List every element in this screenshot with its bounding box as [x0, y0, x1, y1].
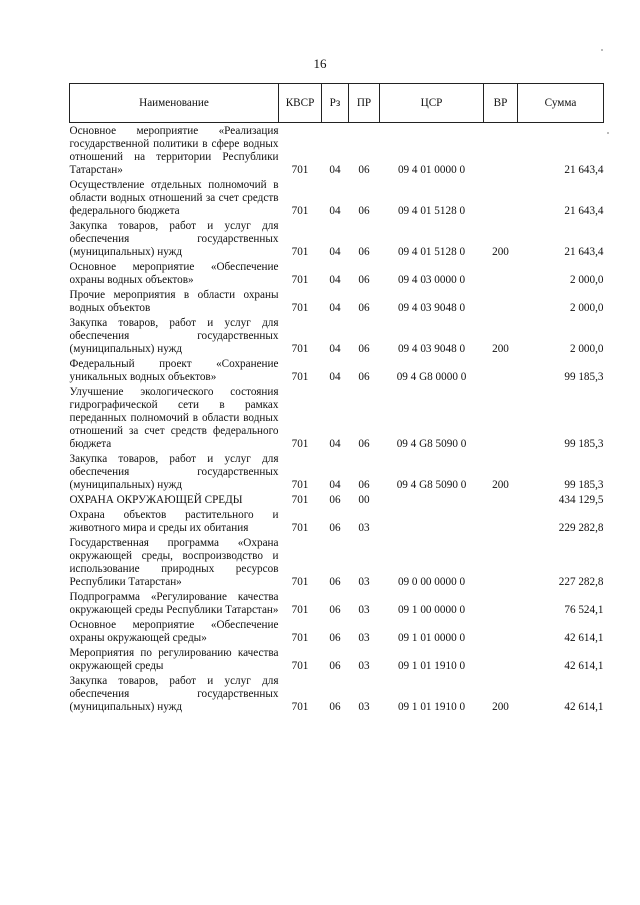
- row-csr: [380, 492, 484, 507]
- row-sum: 21 643,4: [564, 246, 604, 258]
- table-row: [70, 123, 604, 178]
- row-name: Мероприятия по регулированию качества окружающей среды: [69, 647, 279, 672]
- row-csr: 09 1 01 1910 0: [397, 660, 466, 672]
- row-name: Закупка товаров, работ и услуг для обеспечения государственных (муниципальных) нужд: [69, 453, 279, 491]
- row-vr: [484, 287, 518, 315]
- row-sum: 227 282,8: [558, 576, 604, 588]
- column-header-name: Наименование: [70, 84, 279, 123]
- column-header-kvsr: КВСР: [279, 84, 322, 123]
- row-rz: 04: [329, 438, 341, 450]
- table-row: [70, 218, 604, 259]
- table-row: [70, 259, 604, 287]
- row-kvsr: 701: [291, 274, 309, 286]
- row-kvsr: 701: [291, 522, 309, 534]
- row-csr: 09 0 00 0000 0: [397, 576, 466, 588]
- row-kvsr: 701: [291, 494, 309, 506]
- row-rz: 06: [329, 701, 341, 713]
- row-name: Закупка товаров, работ и услуг для обеспечения государственных (муниципальных) нужд: [69, 675, 279, 713]
- table-row: [70, 617, 604, 645]
- row-name: Основное мероприятие «Обеспечение охраны водных объектов»: [69, 261, 279, 286]
- row-vr: [484, 123, 518, 178]
- table-row: [70, 645, 604, 673]
- table-row: [70, 535, 604, 589]
- row-vr: [484, 535, 518, 589]
- row-vr: [484, 645, 518, 673]
- row-rz: 06: [329, 632, 341, 644]
- row-vr: 200: [492, 701, 509, 713]
- row-csr: 09 4 03 9048 0: [397, 343, 466, 355]
- row-rz: 04: [329, 343, 341, 355]
- row-rz: 06: [329, 660, 341, 672]
- column-header-vr: ВР: [484, 84, 518, 123]
- row-rz: 04: [329, 246, 341, 258]
- row-vr: [484, 259, 518, 287]
- row-rz: 04: [329, 302, 341, 314]
- row-kvsr: 701: [291, 438, 309, 450]
- row-pr: 03: [358, 576, 370, 588]
- table-row: [70, 589, 604, 617]
- table-row: [70, 287, 604, 315]
- budget-table: [69, 83, 604, 714]
- row-pr: 00: [358, 494, 370, 506]
- row-csr: 09 4 G8 0000 0: [396, 371, 467, 383]
- row-vr: [484, 177, 518, 218]
- row-pr: 06: [358, 246, 370, 258]
- page-number: 16: [313, 56, 327, 71]
- row-csr: 09 4 01 0000 0: [397, 164, 466, 176]
- table-row: [70, 315, 604, 356]
- row-csr: 09 4 G8 5090 0: [396, 438, 467, 450]
- row-vr: 200: [492, 343, 509, 355]
- table-row: [70, 492, 604, 507]
- table-header-row: [70, 84, 604, 123]
- row-rz: 04: [329, 164, 341, 176]
- row-csr: 09 1 00 0000 0: [397, 604, 466, 616]
- row-name: Основное мероприятие «Реализация государственной политики в сфере водных отношений на территории Республики Татарстан»: [69, 125, 279, 176]
- row-vr: [484, 384, 518, 451]
- row-name: ОХРАНА ОКРУЖАЮЩЕЙ СРЕДЫ: [69, 494, 243, 506]
- table-row: [70, 451, 604, 492]
- row-sum: 42 614,1: [564, 632, 604, 644]
- row-pr: 03: [358, 660, 370, 672]
- column-header-rz: Рз: [322, 84, 349, 123]
- row-vr: [484, 492, 518, 507]
- row-sum: 434 129,5: [558, 494, 604, 506]
- row-sum: 76 524,1: [564, 604, 604, 616]
- scan-speck: [607, 132, 609, 134]
- row-pr: 06: [358, 371, 370, 383]
- row-kvsr: 701: [291, 604, 309, 616]
- row-kvsr: 701: [291, 371, 309, 383]
- row-rz: 04: [329, 274, 341, 286]
- row-kvsr: 701: [291, 479, 309, 491]
- row-pr: 06: [358, 438, 370, 450]
- scan-speck: [601, 49, 603, 51]
- row-kvsr: 701: [291, 164, 309, 176]
- row-rz: 06: [329, 576, 341, 588]
- row-kvsr: 701: [291, 246, 309, 258]
- row-kvsr: 701: [291, 576, 309, 588]
- row-csr: 09 1 01 1910 0: [397, 701, 466, 713]
- row-rz: 04: [329, 371, 341, 383]
- row-name: Улучшение экологического состояния гидрографической сети в рамках переданных полномочий в области водных отношений за счет средств федерального бюджета: [69, 386, 279, 450]
- row-name: Государственная программа «Охрана окружающей среды, воспроизводство и использование природных ресурсов Республики Татарстан»: [69, 537, 279, 588]
- row-pr: 03: [358, 701, 370, 713]
- row-csr: 09 4 01 5128 0: [397, 246, 466, 258]
- row-name: Подпрограмма «Регулирование качества окружающей среды Республики Татарстан»: [69, 591, 279, 616]
- row-rz: 06: [329, 604, 341, 616]
- row-sum: 99 185,3: [564, 438, 604, 450]
- row-name: Закупка товаров, работ и услуг для обеспечения государственных (муниципальных) нужд: [69, 317, 279, 355]
- row-sum: 2 000,0: [569, 343, 604, 355]
- row-kvsr: 701: [291, 205, 309, 217]
- column-header-csr: ЦСР: [380, 84, 484, 123]
- table-row: [70, 384, 604, 451]
- row-kvsr: 701: [291, 343, 309, 355]
- row-sum: 99 185,3: [564, 371, 604, 383]
- column-header-sum: Сумма: [518, 84, 604, 123]
- table-row: [70, 356, 604, 384]
- row-csr: 09 4 01 5128 0: [397, 205, 466, 217]
- row-vr: [484, 617, 518, 645]
- table-row: [70, 507, 604, 535]
- row-vr: [484, 507, 518, 535]
- row-sum: 21 643,4: [564, 205, 604, 217]
- row-name: Прочие мероприятия в области охраны водных объектов: [69, 289, 279, 314]
- row-name: Основное мероприятие «Обеспечение охраны окружающей среды»: [69, 619, 279, 644]
- row-sum: 2 000,0: [569, 302, 604, 314]
- row-sum: 229 282,8: [558, 522, 604, 534]
- table-row: [70, 177, 604, 218]
- row-sum: 42 614,1: [564, 660, 604, 672]
- row-rz: 06: [329, 522, 341, 534]
- row-name: Осуществление отдельных полномочий в области водных отношений за счет средств федерального бюджета: [69, 179, 279, 217]
- row-kvsr: 701: [291, 701, 309, 713]
- row-sum: 21 643,4: [564, 164, 604, 176]
- row-rz: 06: [329, 494, 341, 506]
- column-header-pr: ПР: [349, 84, 380, 123]
- row-pr: 06: [358, 205, 370, 217]
- row-vr: 200: [492, 479, 509, 491]
- row-kvsr: 701: [291, 302, 309, 314]
- row-rz: 04: [329, 479, 341, 491]
- row-vr: [484, 356, 518, 384]
- row-pr: 06: [358, 302, 370, 314]
- row-name: Закупка товаров, работ и услуг для обеспечения государственных (муниципальных) нужд: [69, 220, 279, 258]
- row-vr: [484, 589, 518, 617]
- row-sum: 42 614,1: [564, 701, 604, 713]
- row-sum: 2 000,0: [569, 274, 604, 286]
- row-csr: 09 4 G8 5090 0: [396, 479, 467, 491]
- row-pr: 06: [358, 164, 370, 176]
- row-csr: 09 4 03 0000 0: [397, 274, 466, 286]
- row-csr: [380, 507, 484, 535]
- row-kvsr: 701: [291, 660, 309, 672]
- row-csr: 09 4 03 9048 0: [397, 302, 466, 314]
- row-rz: 04: [329, 205, 341, 217]
- row-name: Федеральный проект «Сохранение уникальных водных объектов»: [69, 358, 279, 383]
- row-name: Охрана объектов растительного и животного мира и среды их обитания: [69, 509, 279, 534]
- row-pr: 03: [358, 604, 370, 616]
- table-body: [70, 123, 604, 715]
- row-pr: 06: [358, 343, 370, 355]
- row-pr: 03: [358, 522, 370, 534]
- table-row: [70, 673, 604, 714]
- row-csr: 09 1 01 0000 0: [397, 632, 466, 644]
- row-pr: 03: [358, 632, 370, 644]
- row-sum: 99 185,3: [564, 479, 604, 491]
- row-vr: 200: [492, 246, 509, 258]
- row-pr: 06: [358, 479, 370, 491]
- row-pr: 06: [358, 274, 370, 286]
- row-kvsr: 701: [291, 632, 309, 644]
